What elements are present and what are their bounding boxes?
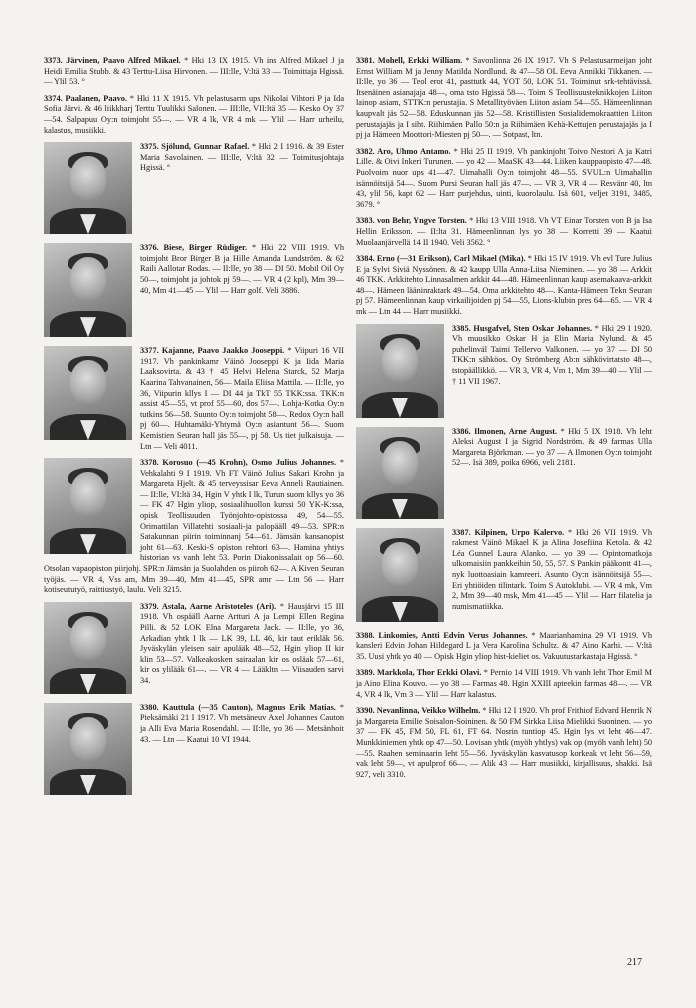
- entry-text: * Hki 5 IX 1918. Vh leht Aleksi August I ja Sigrid Nordström. & 49 farmas Ulla Margareta Björkman. — yo 37 — A Ilmonen Oy:n toimjoht 52—. Isä 389, poika 6966, veli 2181.: [452, 426, 652, 468]
- entry-text: * Hki 29 I 1920. Vh muusikko Oskar H ja Elin Maria Nylund. & 45 puhelinväl Taimi Tellervo Valkonen. — yo 37 — DI 50 TKK:n sähköos. Oy Strömberg Ab:n sähkövirtatsto 48—, tstopäällikkö. — VR 3, VR 4, Vm 1, Mm 39—40 — Ylil — † 11 VII 1967.: [452, 323, 652, 386]
- entry-text: * Pieksämäki 21 I 1917. Vh metsäneuv Axel Johannes Cauton ja Alli Eva Maria Rosendahl. — II:lle, yo 36 — Metsänhoit 43. — Ltn — Kaatui 10 VI 1944.: [140, 702, 344, 744]
- entry-text: * Hki 12 I 1920. Vh prof Frithiof Edvard Henrik N ja Margareta Emilie Soisalon-Soininen. & 50 FM Sirkka Liisa Mielikki Suoninen. — yo 37 — FK 45, FM 50, FL 61, FT 64. Nosrin tuntiop 45. Hgin lys vt leht 46—47. Munkkiniemen yhtk op 47—50. Lovisan yhtk (myöh yhtlys) vak op (myöh vanh leht) 50—55. Raahen seminaarin leht 55—56. Jyväskylän kasvatusop korkeak vt leht 56—59, vak leht 59—, vt apulprof 66—. — Alik 43 — Harr musiikki, kirjallisuus, shakki. Isä 927, veli 3310.: [356, 706, 652, 779]
- entry-3381: [356, 56, 652, 141]
- entry-text: * Vehkalahti 9 I 1919. Vh FT Väinö Julius Sakari Krohn ja Margareta Hjelt. & 45 terveyssisar Eeva Anneli Rautiainen. — II:lle, VI:ltä 34, Hgin V yhtk I lk, Turun suom kllys yo 36 — FK 47 Hgin yliop, sosiaalihuollon kurssi 50 YK-K:ssa, opisk Teollisuuden Työnjohto-opistossa 49, 54—55. Orimattilan Villatehti sosiaali-ja palopääll 49—53. SPR:n Satakunnan piirin toiminnanj 54—61. Jämsän kansanopist joht 61—63. Keski-S opiston rehtori 63—. Hamina yhtiys historian vs vanh leht 53. Porin Diakonissalait op 56—60. Otsolan vapaopiston piirjohj. SPR:n Jämsän ja Suolahden os piiroh 62—. A Kiven Seuran työjäs. — VR 4, Vss am, Mm 39—40, Mm 41—45, SPR amr — Ltn 56 — Harr kotiseututyö, raittiustyö, laulu. Veli 3215.: [44, 458, 344, 595]
- entry-text: * Viipuri 16 VII 1917. Vh pankinkamr Väinö Jooseppi K ja Iida Maria Laaksovirta. & 43 † 45 Helvi Helena Starck, 52 Marja Kaarina Tahvanainen, 56— Maila Eliisa Mattila. — II:lle, yo 36, Viipurin kllys I — DI 44 ja TkT 55 TKK:ssa. TKK:n assist 45—55, vt prof 55—60, dos 57—. Lohja-Kotka Oy:n tutkins 56—58. Suunto Oy:n toimjoht 58—. Redox Oy:n hall pj 60—. Huhtamäki-Yhtymä Oy:n asiantunt 56—. Suom Kemistien Seuran hall jäs 55—, pj 58. Us tiet julkaisuja. — Ltn — Veli 4011.: [140, 346, 344, 451]
- portrait-photo: [44, 346, 132, 440]
- entry-head: 3377. Kajanne, Paavo Jaakko Jooseppi.: [140, 346, 285, 356]
- portrait-photo: [44, 602, 132, 694]
- entry-text: * Hki 13 IX 1915. Vh ins Alfred Mikael J ja Heidi Emilia Stubb. & 43 Terttu-Liisa Hirvonen. — III:lle, V:ltä 33 — Toimittaja Hgissä. — Ylil 53. °: [44, 56, 345, 87]
- right-column: [356, 56, 652, 786]
- entry-head: 3375. Sjölund, Gunnar Rafael.: [140, 142, 250, 152]
- entry-3386: [356, 427, 652, 522]
- entry-text: * Hki 22 VIII 1919. Vh toimjoht Bror Birger B ja Hille Amanda Lundström. & 62 Raili Aallotar Rodas. — II:lle, yo 38 — DI 50. Mobil Oil Oy 50—, toimjoht ja johtok pj 59—. — VR 4 (2 kpl), Mm 39—40, Mm 41—45 — Ylil — Harr golf. Veli 3886.: [140, 243, 344, 295]
- portrait-photo: [356, 427, 444, 519]
- entry-3374: [44, 94, 344, 136]
- entry-head: 3383. von Behr, Yngve Torsten.: [356, 216, 467, 226]
- entry-text: * Hki 15 IV 1919. Vh evl Ture Julius E ja Sylvi Siviä Nyssönen. & 42 kaupp Ulla Anna-Liisa Nieminen. — yo 38 — Arkkit 46 TKK. Arkkitehto Linnasalmen arkkit 44—48. Hämeenlinnan kaup asemakaava-arkkit 48—. Hämeen lääninraktark 49—54. Oma arkkitehto 48—. Kanta-Hämeen Tekn Seuran pj 57. Hämeenlinnan kaup virkailijoiden pj 54—55, Lions-klubin pres 64—65. — VR 4 mk — Ltn 44 — Harr musiikki.: [356, 254, 653, 317]
- entry-text: * Hausjärvi 15 III 1918. Vh ospääll Aarne Artturi A ja Lempi Ellen Regina Pilli. & 52 LOK Elna Margareta Jack. — II:lle, yo 36, Arkadian yhtk I lk — LK 39, LL 46, kir taut erikläk 56. Jyväskylän yleisen sair apulääk 48—52, Hgin yliop II kir klin 53—57. Valkeakosken sairaalan kir os osläak 57—61, kir os ylilääk 61—. — VR 4 — Lääkltn — Viisauden sarvi 34.: [140, 601, 344, 685]
- entry-3383: [356, 216, 652, 248]
- entry-head: 3386. Ilmonen, Arne August.: [452, 426, 558, 436]
- portrait-photo: [356, 324, 444, 418]
- entry-3385: [356, 324, 652, 421]
- entry-3380: [44, 703, 344, 798]
- entry-3379: [44, 602, 344, 697]
- entry-3389: [356, 668, 652, 700]
- entry-3388: [356, 631, 652, 663]
- entry-head: 3384. Erno (—31 Erikson), Carl Mikael (Mika).: [356, 254, 526, 264]
- entry-head: 3381. Mohell, Erkki William.: [356, 56, 463, 65]
- entry-text: * Hki 26 VII 1919. Vh rakmest Väinö Mikael K ja Alina Josefiina Ketola. & 42 Léa Gunnel Laura Alanko. — yo 39 — Opintomatkoja ulkomaisiin pankkeihin 50, 55, 57. S Pankin pääkontt 41—, nyk luottoasiain kamreeri. Asunto Oy:n isännöitsijä 55—. Eri yhtiöiden tilintark. Toim S Autoklubi. — VR 4 mk, Vm 2, Mm 39—40 msk, Mm 41—45 — Ylil — Harr filatelia ja numismatiikka.: [452, 527, 652, 611]
- portrait-photo: [44, 703, 132, 795]
- entry-text: * Hki 25 II 1919. Vh pankinjoht Toivo Nestori A ja Katri Lille. & Oivi Inkeri Turunen. — yo 42 — MaaSK 43—44. Liiken kauppaopisto 47—48. Puolvoim nuor ups 41—47. Uimahalli Oy:n toimjoht 48—55. SVUL:n Uimahallin isännöitsijä 54—. Suom Pursi Seuran hall jäs 47—. — VR 3, VR 4 — Resvänr 40, ltn 43, ylil 56, kapt 62 — Harr purjehdus, uinti, kuorolaulu. Isä 601, veljet 3191, 3485, 3679. °: [356, 146, 652, 209]
- entry-3390: [356, 706, 652, 780]
- entry-text: * Maarianhamina 29 VI 1919. Vh kansleri Edvin Johan Hildegard L ja Vera Karolina Schultz. & 47 Aino Karhi. — V:ltä 35. Uusi yhtk yo 40 — Opisk Hgin yliop hist-kieliet os. Vakuutustarkastaja Hgissä. °: [356, 630, 652, 661]
- page-number: 217: [627, 957, 642, 968]
- entry-text: * Savonlinna 26 IX 1917. Vh S Pelastusarmeijan joht Ernst William M ja Jenny Matilda Nordlund. & 47—58 OL Eeva Annikki Tikkanen. — II:lle, yo 36 — Teol erot 41, pasttutk 44, YOT 50, LOK 51. Toiminut srk-tehtävissä. Itsenäinen asianajaja 48—, oma tsto Hgissä 58—. Toim S Teollisuusteknikkojen Liiton lainop asiam, STTK:n perustajia. S Metallityöväen Liiton asiam 54—55. Hämeenlinnan kaupvalt jäs 52—58. Eduskunnan jäs 52—58. Kristillisten Sosialidemokraattien Liiton perustajajäs ja I siht. Riihimäen Pallo 50:n ja Riihimäen Kehä-Kettujen perustajajäs ja I pj ja Hämeen Moottori-Miesten pj 50—. — Sotpast, ltn.: [356, 56, 652, 140]
- entry-head: 3373. Järvinen, Paavo Alfred Mikael.: [44, 56, 181, 65]
- portrait-photo: [44, 458, 132, 554]
- entry-text: * Hki 11 X 1915. Vh pelastusarm ups Nikolai Vihtori P ja Ida Sofia Järvi. & 46 liikkharj Terttu Tuulikki Salonen. — III:lle, VII:ltä 35 — Kesko Oy 37—54. Salpapuu Oy:n toimjoht 55—. — VR 4 lk, VR 4 mk — Ylil — Harr urheilu, kalastus, musiikki.: [44, 93, 344, 135]
- entry-head: 3388. Linkomies, Antti Edvin Verus Johannes.: [356, 630, 528, 640]
- entry-3387: [356, 528, 652, 625]
- portrait-photo: [44, 243, 132, 337]
- entry-head: 3389. Markkola, Thor Erkki Olavi.: [356, 668, 482, 678]
- portrait-photo: [44, 142, 132, 234]
- entry-3376: [44, 243, 344, 340]
- entry-text: * Hki 13 VIII 1918. Vh VT Einar Torsten von B ja Isa Hellin Eriksson. — II:lta 31. Hämeenlinnan lys yo 38 — Korretti 39 — Kaatui Muolaanjärvellä 14 II 1940. Veli 3562. °: [356, 216, 652, 247]
- entry-head: 3380. Kauttula (—35 Cauton), Magnus Erik Matias.: [140, 702, 336, 712]
- entry-head: 3385. Husgafvel, Sten Oskar Johannes.: [452, 323, 593, 333]
- entry-text: * Hki 2 I 1916. & 39 Ester Maria Savolainen. — III:lle, V:ltä 32 — Toimitusjohtaja Hgissä. °: [140, 142, 344, 173]
- entry-3373: [44, 56, 344, 88]
- left-column: [44, 56, 344, 804]
- entry-3377: [44, 346, 344, 452]
- entry-head: 3390. Nevanlinna, Veikko Wilhelm.: [356, 706, 481, 716]
- entry-head: 3378. Korosuo (—45 Krohn), Osmo Julius Johannes.: [140, 458, 337, 468]
- entry-head: 3382. Aro, Uhmo Antamo.: [356, 146, 451, 156]
- entry-3375: [44, 142, 344, 237]
- entry-head: 3374. Paalanen, Paavo.: [44, 93, 127, 103]
- entry-head: 3387. Kilpinen, Urpo Kalervo.: [452, 527, 565, 537]
- portrait-photo: [356, 528, 444, 622]
- entry-3378: [44, 458, 344, 596]
- entry-text: * Pernio 14 VIII 1919. Vh vanh leht Thor Emil M ja Aino Elina Kouvo. — yo 38 — Farmas 48. Hgin XXIII apteekin farmas 48—. — VR 4, VR 4 lk, Vm 3 — Ylil — Harr kalastus.: [356, 668, 653, 699]
- entry-3382: [356, 147, 652, 211]
- entry-head: 3376. Biese, Birger Rüdiger.: [140, 243, 248, 253]
- entry-3384: [356, 254, 652, 318]
- entry-head: 3379. Astala, Aarne Aristoteles (Ari).: [140, 601, 277, 611]
